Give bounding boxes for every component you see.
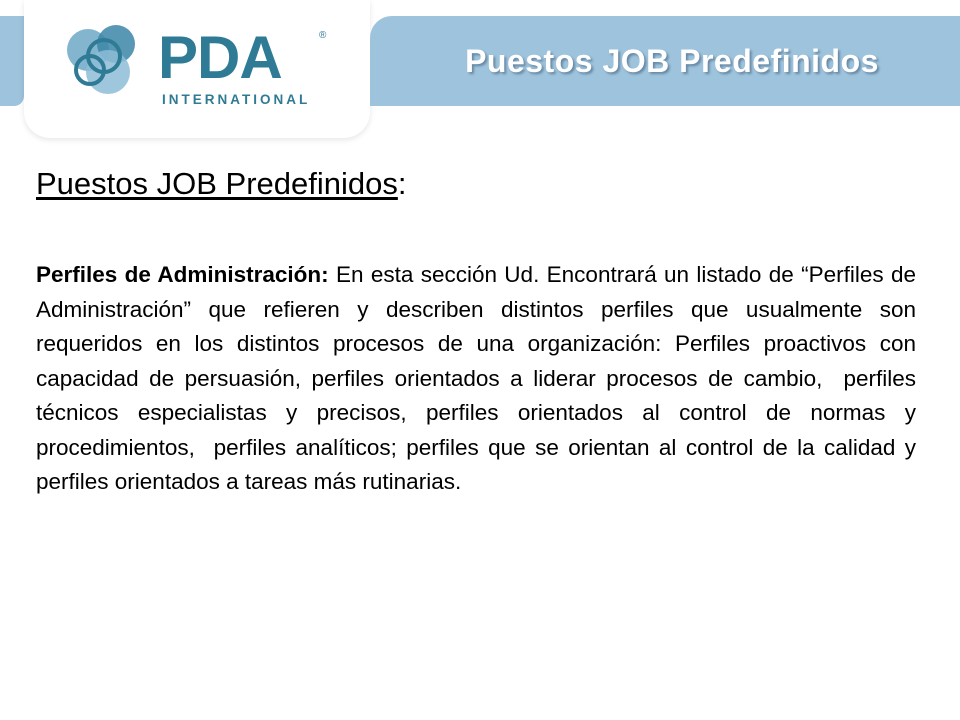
section-text: En esta sección Ud. Encontrará un listado de “Perfiles de Administración” que refieren y describen distintos perfiles que usualmente son requeridos en los distintos procesos de una organización: Perfiles proactivos con capacidad de persuasión, perfiles orientados a liderar procesos de cambio, perfiles técnicos especialistas y precisos, perfiles orientados al control de normas y procedimientos, perfiles analíticos; perfiles que se orientan al control de la calidad y perfiles orientados a tareas más rutinarias. — [36, 262, 923, 494]
logo-registered-mark: ® — [319, 30, 327, 41]
page-title — [36, 166, 406, 202]
logo-wordmark: PDA — [158, 24, 282, 91]
logo-card — [24, 0, 370, 138]
header-band — [370, 16, 960, 106]
header-band-left — [0, 16, 24, 106]
logo-subtitle: INTERNATIONAL — [162, 92, 311, 107]
section-label: Perfiles de Administración: — [36, 262, 329, 287]
pda-logo-circles-icon — [64, 20, 154, 100]
page-title-colon: : — [397, 166, 407, 201]
page-title-text: Puestos JOB Predefinidos — [36, 166, 398, 201]
header-title: Puestos JOB Predefinidos — [465, 42, 879, 79]
section-paragraph — [36, 258, 923, 500]
